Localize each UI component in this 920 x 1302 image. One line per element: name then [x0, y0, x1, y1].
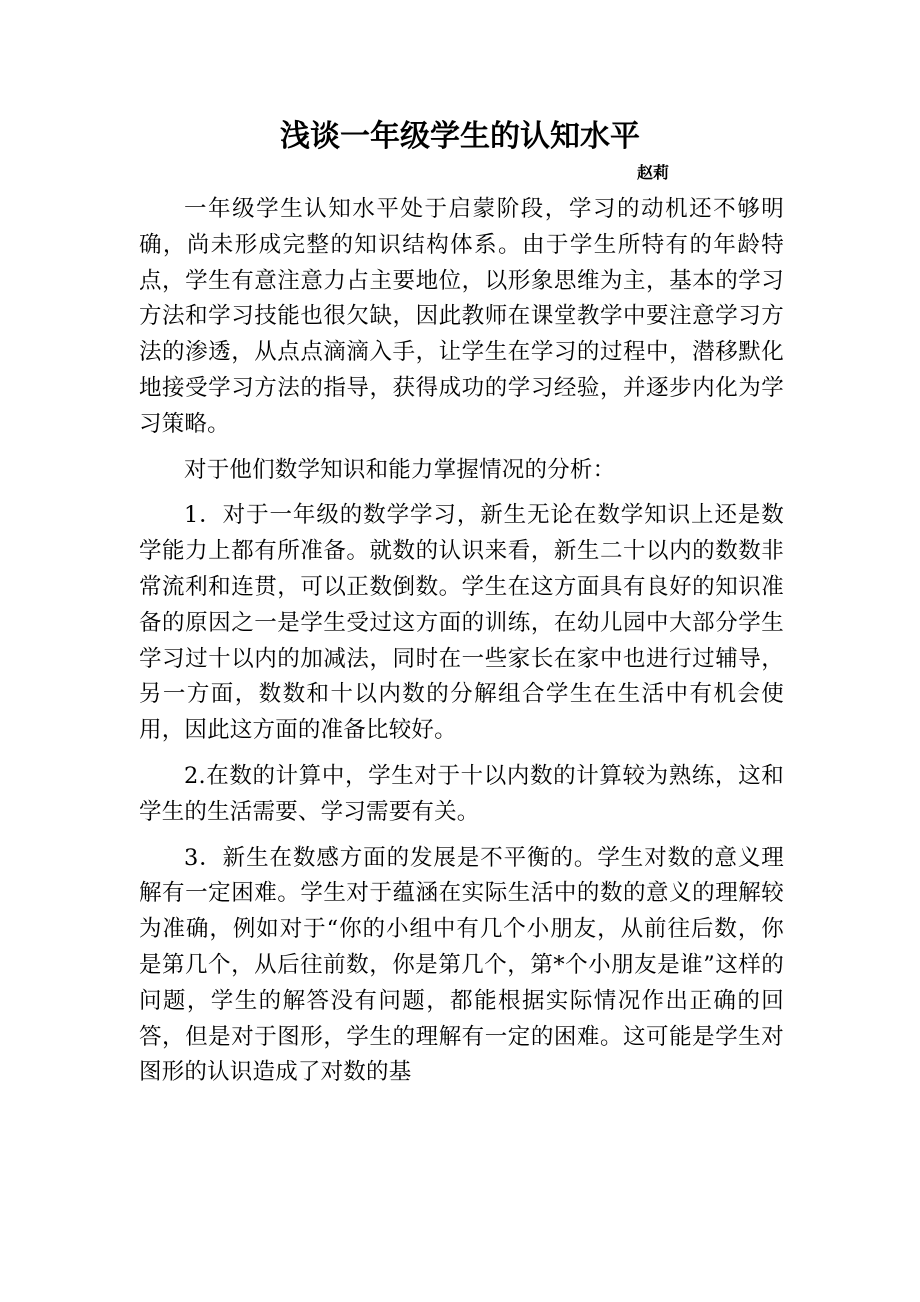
paragraph-analysis-heading: 对于他们数学知识和能力掌握情况的分析：	[184, 456, 616, 483]
document-title: 浅谈一年级学生的认知水平	[280, 119, 640, 154]
paragraph-point-3: 3．新生在数感方面的发展是不平衡的。学生对数的意义理解有一定困难。学生对于蕴涵在实际生活中的数的意义的理解较为准确，例如对于“你的小组中有几个小朋友，从前往后数，你是第几个，从后往前数，你是第几个，第*个小朋友是谁”这样的问题，学生的解答没有问题，都能根据实际情况作出正确的回答，但是对于图形，学生的理解有一定的困难。这可能是学生对图形的认识造成了对数的基	[139, 844, 784, 1086]
paragraph-point-1: 1．对于一年级的数学学习，新生无论在数学知识上还是数学能力上都有所准备。就数的认识来看，新生二十以内的数数非常流利和连贯，可以正数倒数。学生在这方面具有良好的知识准备的原因之一是学生受过这方面的训练，在幼儿园中大部分学生学习过十以内的加减法，同时在一些家长在家中也进行过辅导，另一方面，数数和十以内数的分解组合学生在生活中有机会使用，因此这方面的准备比较好。	[139, 502, 784, 744]
paragraph-point-2: 2.在数的计算中，学生对于十以内数的计算较为熟练，这和学生的生活需要、学习需要有关。	[139, 762, 784, 825]
document-body	[139, 192, 784, 1099]
author-name: 赵莉	[637, 163, 670, 182]
paragraph-intro: 一年级学生认知水平处于启蒙阶段，学习的动机还不够明确，尚未形成完整的知识结构体系。由于学生所特有的年龄特点，学生有意注意力占主要地位，以形象思维为主，基本的学习方法和学习技能也很欠缺，因此教师在课堂教学中要注意学习方法的渗透，从点点滴滴入手，让学生在学习的过程中，潜移默化地接受学习方法的指导，获得成功的学习经验，并逐步内化为学习策略。	[139, 196, 784, 437]
